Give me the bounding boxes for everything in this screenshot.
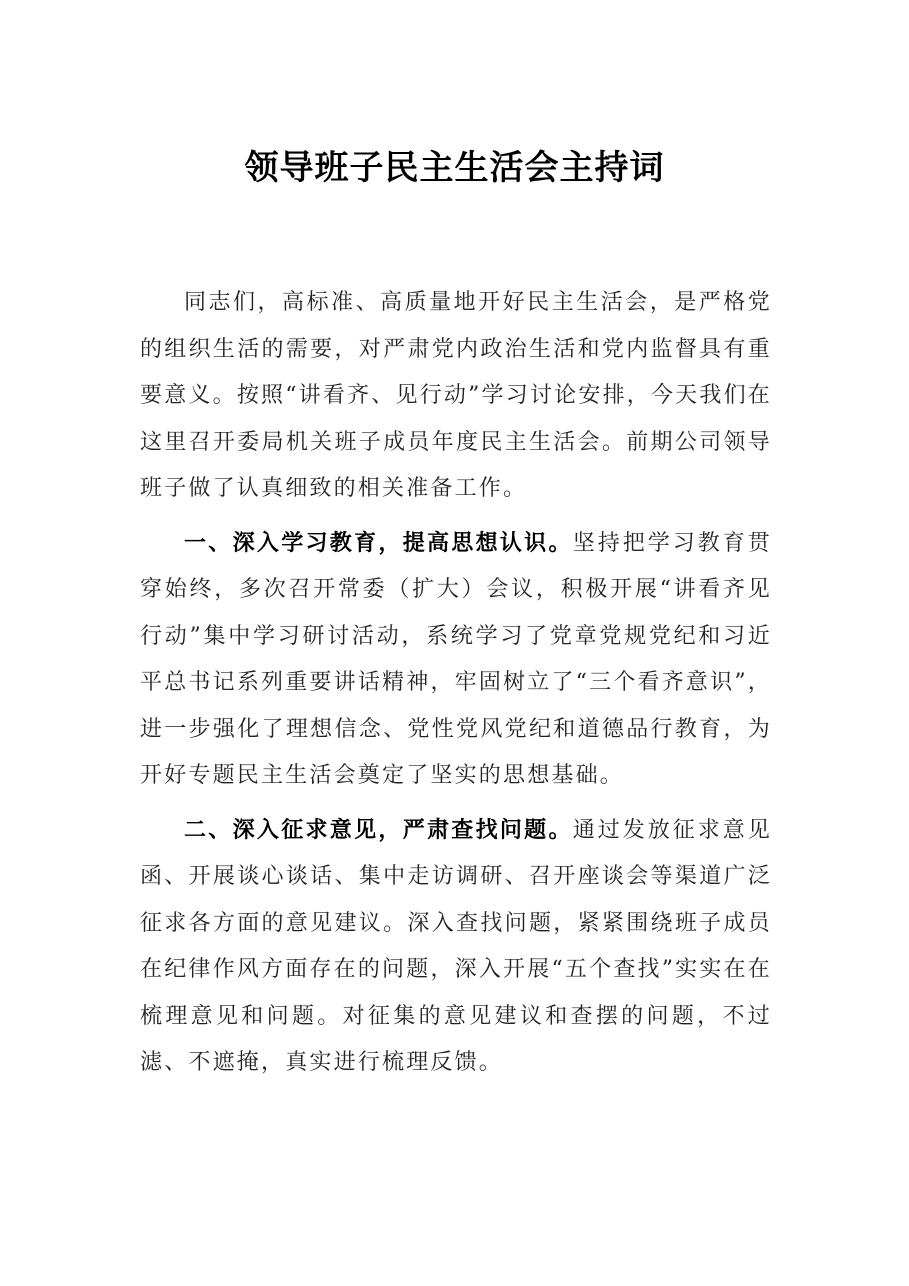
paragraph-text: 坚持把学习教育贯穿始终，多次召开常委（扩大）会议，积极开展“讲看齐见行动”集中学习研讨活动，系统学习了党章党规党纪和习近平总书记系列重要讲话精神，牢固树立了“三个看齐意识”，进一步强化了理想信念、党性党风党纪和道德品行教育，为开好专题民主生活会奠定了坚实的思想基础。 xyxy=(140,530,772,788)
document-body xyxy=(140,280,772,1095)
paragraph-intro xyxy=(140,280,772,513)
paragraph-text: 通过发放征求意见函、开展谈心谈话、集中走访调研、召开座谈会等渠道广泛征求各方面的意见建议。深入查找问题，紧紧围绕班子成员在纪律作风方面存在的问题，深入开展“五个查找”实实在在梳理意见和问题。对征集的意见建议和查摆的问题，不过滤、不遮掩，真实进行梳理反馈。 xyxy=(140,817,772,1075)
paragraph-section-2 xyxy=(140,808,772,1087)
paragraph-text: 同志们，高标准、高质量地开好民主生活会，是严格党的组织生活的需要，对严肃党内政治生活和党内监督具有重要意义。按照“讲看齐、见行动”学习讨论安排，今天我们在这里召开委局机关班子成员年度民主生活会。前期公司领导班子做了认真细致的相关准备工作。 xyxy=(140,290,772,501)
paragraph-lead: 二、深入征求意见，严肃查找问题。 xyxy=(184,817,573,843)
document-title: 领导班子民主生活会主持词 xyxy=(244,148,665,188)
paragraph-section-1 xyxy=(140,521,772,800)
paragraph-lead: 一、深入学习教育，提高思想认识。 xyxy=(184,530,573,556)
